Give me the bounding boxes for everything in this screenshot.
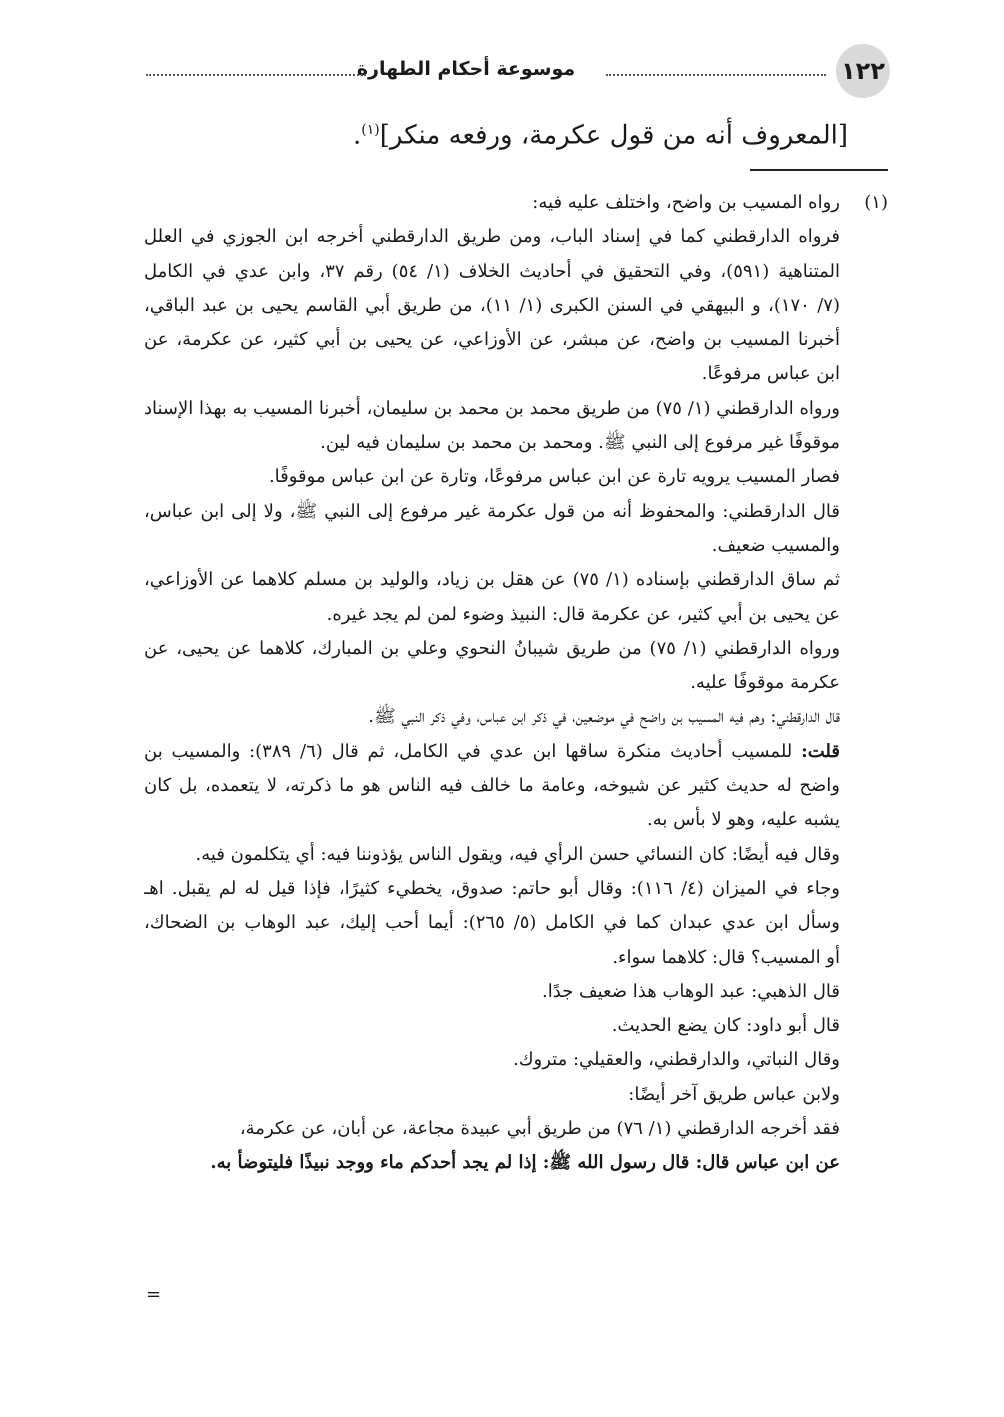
footnote-line: موقوفًا غير مرفوع إلى النبي ﷺ. ومحمد بن محمد بن سليمان فيه لين. [320, 432, 840, 454]
footnote-body [144, 186, 840, 1181]
continuation-mark: = [146, 1284, 162, 1305]
header-dotted-leader-left [146, 74, 366, 76]
running-header-title: موسوعة أحكام الطهارة [356, 58, 576, 80]
footnote-line: وقال فيه أيضًا: كان النسائي حسن الرأي فيه، ويقول الناس يؤذوننا فيه: أي يتكلمون فيه. [195, 843, 840, 865]
footnote-line: ورواه الدارقطني (١/ ٧٥) من طريق شيبانُ النحوي وعلي بن المبارك، كلاهما عن يحيى، عن [144, 637, 840, 659]
footnote-line: قال الدارقطني: وهم فيه المسيب بن واضح في موضعين، في ذكر ابن عباس، وفي ذكر النبي ﷺ. [368, 706, 840, 728]
footnote-line: يشبه عليه، وهو لا بأس به. [647, 809, 840, 831]
footnote-line: أو المسيب؟ قال: كلاهما سواء. [612, 946, 840, 968]
footnote-line: (٧/ ١٧٠)، و البيهقي في السنن الكبرى (١/ ١١)، من طريق أبي القاسم يحيى بن عبد الباقي، [144, 294, 840, 316]
header-dotted-leader-right [606, 74, 826, 76]
main-text-line [148, 110, 848, 156]
qult-label: قلت: [801, 740, 840, 762]
footnote-marker: (١) [864, 192, 888, 213]
footnote-line: فرواه الدارقطني كما في إسناد الباب، ومن طريق الدارقطني أخرجه ابن الجوزي في العلل [144, 226, 840, 248]
footnote-line: رواه المسيب بن واضح، واختلف عليه فيه: [532, 192, 840, 213]
footnote-line: أخبرنا المسيب بن واضح، عن مبشر، عن الأوزاعي، عن يحيى بن أبي كثير، عن عكرمة، عن [144, 329, 840, 351]
footnote-line: وقال النباتي، والدارقطني، والعقيلي: متروك. [512, 1049, 840, 1071]
footnote-line [144, 735, 840, 769]
page-number-badge [836, 44, 890, 98]
footnote-line: ابن عباس مرفوعًا. [701, 363, 840, 385]
footnote-line: ولابن عباس طريق آخر أيضًا: [628, 1083, 840, 1105]
footnote-line: ثم ساق الدارقطني بإسناده (١/ ٧٥) عن هقل بن زياد، والوليد بن مسلم كلاهما عن الأوزاعي، [144, 569, 840, 591]
footnote-separator [750, 169, 888, 171]
footnote-line: قال الدارقطني: والمحفوظ أنه من قول عكرمة غير مرفوع إلى النبي ﷺ، ولا إلى ابن عباس، [144, 500, 840, 522]
main-text-end: . [352, 120, 362, 151]
footnote-line: عن يحيى بن أبي كثير، عن عكرمة قال: النبيذ وضوء لمن لم يجد غيره. [326, 603, 840, 625]
footnote-line: واضح له حديث كثير عن شيوخه، وعامة ما خالف فيه الناس هو ما ذكرته، لا يتعمده، بل كان [144, 775, 840, 797]
footnote-line: فقد أخرجه الدارقطني (١/ ٧٦) من طريق أبي عبيدة مجاعة، عن أبان، عن عكرمة، [239, 1118, 840, 1140]
footnote-line: عن ابن عباس قال: قال رسول الله ﷺ: إذا لم يجد أحدكم ماء ووجد نبيذًا فليتوضأ به. [210, 1152, 840, 1174]
footnote-line: المتناهية (٥٩١)، وفي التحقيق في أحاديث الخلاف (١/ ٥٤) رقم ٣٧، وابن عدي في الكامل [144, 260, 840, 282]
footnote-line: وجاء في الميزان (٤/ ١١٦): وقال أبو حاتم: صدوق، يخطيء كثيرًا، فإذا قيل له لم يقبل. اهـ [144, 877, 840, 899]
footnote-line: عكرمة موقوفًا عليه. [690, 672, 840, 694]
footnote-line: وسأل ابن عدي عبدان كما في الكامل (٥/ ٢٦٥): أيما أحب إليك، عبد الوهاب بن الضحاك، [144, 912, 840, 934]
footnote-line: قال الذهبي: عبد الوهاب هذا ضعيف جدًا. [541, 980, 840, 1002]
footnote-line: فصار المسيب يرويه تارة عن ابن عباس مرفوعًا، وتارة عن ابن عباس موقوفًا. [268, 466, 840, 488]
footnote-line: والمسيب ضعيف. [711, 534, 840, 556]
footnote-reference[interactable]: (١) [361, 122, 380, 138]
page-number: ١٢٢ [841, 57, 885, 85]
footnote-line: ورواه الدارقطني (١/ ٧٥) من طريق محمد بن محمد بن سليمان، أخبرنا المسيب به بهذا الإسناد [144, 397, 840, 419]
footnote-line-text: للمسيب أحاديث منكرة ساقها ابن عدي في الكامل، ثم قال (٦/ ٣٨٩): والمسيب بن [144, 740, 793, 762]
main-text-body: [المعروف أنه من قول عكرمة، ورفعه منكر] [379, 120, 848, 151]
footnote-line: قال أبو داود: كان يضع الحديث. [611, 1015, 840, 1037]
